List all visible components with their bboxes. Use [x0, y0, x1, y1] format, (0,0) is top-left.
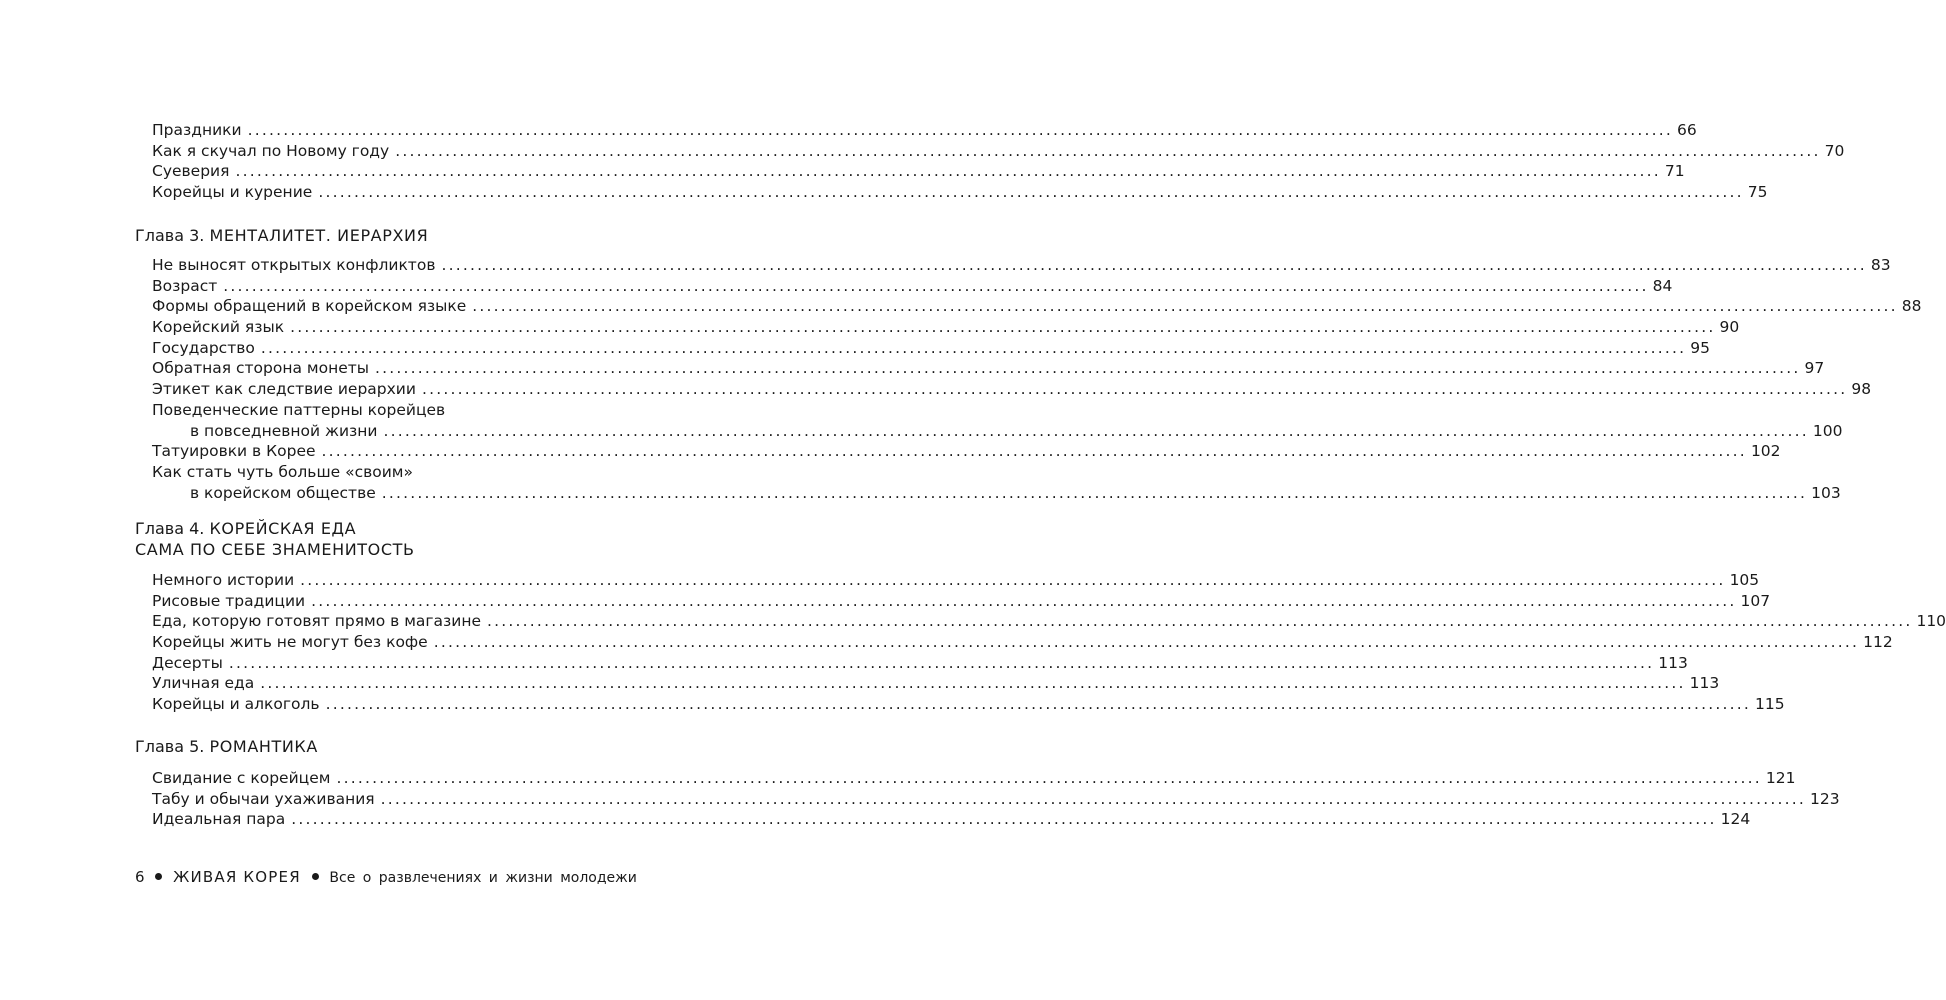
toc-entry-title: Поведенческие паттерны корейцев	[152, 400, 446, 419]
toc-entry-first-line[interactable]	[152, 462, 698, 483]
toc-entry-page: 97	[1804, 359, 1825, 378]
toc-entry-title: Рисовые традиции	[152, 591, 306, 610]
dot-leader: ........................................................................................................................................................................................................	[228, 653, 1655, 672]
toc-entry-title: Как я скучал по Новому году	[152, 141, 390, 160]
toc-entry[interactable]	[152, 441, 1781, 462]
chapter-label: Глава 3.	[135, 226, 205, 245]
dot-leader: ........................................................................................................................................................................................................	[247, 121, 1674, 139]
dot-leader: ........................................................................................................................................................................................................	[472, 297, 1898, 316]
bullet-icon	[155, 873, 162, 880]
toc-entry-title: Формы обращений в корейском языке	[152, 297, 467, 316]
dot-leader: ........................................................................................................................................................................................................	[311, 591, 1737, 610]
chapter-title-line-2: САМА ПО СЕБЕ ЗНАМЕНИТОСТЬ	[135, 540, 415, 559]
toc-entry-title: Татуировки в Корее	[152, 442, 316, 461]
chapter-heading-line-1	[135, 518, 415, 539]
dot-leader: ........................................................................................................................................................................................................	[290, 318, 1716, 337]
chapter-label: Глава 4.	[135, 519, 205, 538]
toc-entry[interactable]	[152, 694, 1785, 715]
toc-entry-page: 100	[1812, 421, 1843, 440]
dot-leader: ........................................................................................................................................................................................................	[395, 141, 1821, 160]
toc-entry[interactable]	[152, 182, 1768, 203]
toc-entry-title: Уличная еда	[152, 674, 255, 693]
toc-entry-page: 88	[1901, 297, 1922, 316]
dot-leader: ........................................................................................................................................................................................................	[383, 421, 1809, 440]
dot-leader: ........................................................................................................................................................................................................	[291, 810, 1717, 829]
toc-entry-page: 112	[1863, 633, 1893, 652]
toc-entry-title: Еда, которую готовят прямо в магазине	[152, 612, 482, 631]
running-footer	[135, 866, 637, 889]
toc-entry-title: Немного истории	[152, 571, 295, 589]
toc-entry[interactable]	[152, 358, 1825, 379]
toc-entry-title: Идеальная пара	[152, 810, 286, 829]
toc-entry-page: 113	[1689, 674, 1720, 693]
toc-entry[interactable]	[152, 379, 1872, 400]
toc-entry-page: 84	[1652, 276, 1673, 295]
dot-leader: ........................................................................................................................................................................................................	[260, 338, 1687, 357]
toc-entry-page: 70	[1824, 141, 1845, 160]
toc-entry-page: 98	[1851, 380, 1872, 399]
chapter-heading-3[interactable]	[135, 225, 428, 246]
dot-leader: ........................................................................................................................................................................................................	[380, 789, 1807, 808]
toc-entry-title: Как стать чуть больше «своим»	[152, 462, 413, 481]
toc-entry-page: 107	[1740, 591, 1771, 610]
toc-entry-page: 90	[1719, 318, 1740, 337]
chapter-heading-5[interactable]	[135, 736, 318, 757]
footer-page-number: 6	[135, 868, 145, 886]
toc-entry-title: Корейцы жить не могут без кофе	[152, 633, 428, 652]
dot-leader: ........................................................................................................................................................................................................	[223, 276, 1649, 295]
toc-entry[interactable]	[152, 673, 1720, 694]
toc-list-chapter-2-tail	[152, 120, 1845, 203]
dot-leader: ........................................................................................................................................................................................................	[325, 695, 1751, 714]
toc-entry-first-line[interactable]	[152, 400, 698, 421]
dot-leader: ........................................................................................................................................................................................................	[300, 571, 1726, 589]
toc-entry-title: Не выносят открытых конфликтов	[152, 256, 436, 274]
chapter-title: МЕНТАЛИТЕТ. ИЕРАРХИЯ	[209, 226, 429, 245]
dot-leader: ........................................................................................................................................................................................................	[381, 483, 1808, 502]
toc-entry-title-continuation: в повседневной жизни	[190, 421, 378, 440]
toc-entry[interactable]	[152, 255, 1891, 276]
toc-entry[interactable]	[152, 296, 1922, 317]
toc-entry-page: 113	[1658, 653, 1688, 672]
toc-entry-page: 83	[1870, 256, 1891, 274]
footer-subtitle: Все о развлечениях и жизни молодежи	[329, 870, 637, 886]
toc-entry-continuation[interactable]	[152, 483, 1841, 504]
dot-leader: ........................................................................................................................................................................................................	[487, 612, 1913, 631]
toc-list-chapter-3	[152, 255, 1922, 503]
toc-entry-title: Табу и обычаи ухаживания	[152, 789, 375, 808]
chapter-heading-4[interactable]	[135, 518, 415, 560]
dot-leader: ........................................................................................................................................................................................................	[433, 633, 1860, 652]
toc-entry-title-continuation: в корейском обществе	[190, 483, 376, 502]
toc-entry[interactable]	[152, 809, 1751, 830]
toc-entry-page: 123	[1810, 789, 1840, 808]
toc-entry-page: 102	[1750, 442, 1781, 461]
toc-entry-title: Государство	[152, 338, 255, 357]
toc-entry-page: 95	[1690, 338, 1710, 357]
dot-leader: ........................................................................................................................................................................................................	[441, 256, 1867, 274]
toc-entry-title: Суеверия	[152, 162, 230, 181]
toc-entry[interactable]	[152, 570, 1760, 591]
toc-entry-page: 121	[1765, 769, 1796, 787]
toc-entry-page: 105	[1729, 571, 1760, 589]
toc-entry[interactable]	[152, 653, 1688, 674]
toc-entry-title: Корейцы и курение	[152, 183, 313, 202]
toc-entry-title: Корейцы и алкоголь	[152, 695, 320, 714]
toc-entry[interactable]	[152, 632, 1893, 653]
dot-leader: ........................................................................................................................................................................................................	[260, 674, 1686, 693]
toc-entry-title: Этикет как следствие иерархии	[152, 380, 416, 399]
toc-entry[interactable]	[152, 789, 1840, 810]
dot-leader: ........................................................................................................................................................................................................	[321, 442, 1747, 461]
toc-entry-title: Обратная сторона монеты	[152, 359, 370, 378]
toc-list-chapter-5	[152, 768, 1840, 830]
dot-leader: ........................................................................................................................................................................................................	[318, 183, 1744, 202]
bullet-icon	[312, 873, 319, 880]
toc-entry[interactable]	[152, 276, 1673, 297]
dot-leader: ........................................................................................................................................................................................................	[235, 162, 1661, 181]
toc-entry-title: Возраст	[152, 276, 218, 295]
toc-entry-title: Корейский язык	[152, 318, 285, 337]
toc-entry-page: 66	[1677, 121, 1697, 139]
footer-series-title: ЖИВАЯ КОРЕЯ	[173, 868, 301, 886]
dot-leader: ........................................................................................................................................................................................................	[375, 359, 1801, 378]
chapter-title: РОМАНТИКА	[209, 737, 318, 756]
toc-entry[interactable]	[152, 768, 1796, 789]
toc-entry[interactable]	[152, 120, 1697, 141]
toc-entry-page: 103	[1811, 483, 1841, 502]
toc-entry-title: Свидание с корейцем	[152, 769, 331, 787]
chapter-title: КОРЕЙСКАЯ ЕДА	[209, 519, 357, 538]
toc-entry-page: 110	[1916, 612, 1946, 631]
toc-entry-page: 75	[1747, 183, 1768, 202]
toc-entry[interactable]	[152, 141, 1845, 162]
toc-entry-continuation[interactable]	[152, 421, 1843, 442]
toc-entry[interactable]	[152, 338, 1710, 359]
chapter-label: Глава 5.	[135, 737, 205, 756]
toc-entry[interactable]	[152, 591, 1771, 612]
toc-entry-title: Десерты	[152, 653, 223, 672]
toc-entry[interactable]	[152, 611, 1946, 632]
toc-entry-page: 115	[1754, 695, 1785, 714]
toc-entry-page: 71	[1664, 162, 1685, 181]
toc-list-chapter-4	[152, 570, 1946, 715]
toc-entry-page: 124	[1720, 810, 1751, 829]
toc-entry[interactable]	[152, 317, 1740, 338]
dot-leader: ........................................................................................................................................................................................................	[336, 769, 1762, 787]
toc-entry[interactable]	[152, 161, 1685, 182]
dot-leader: ........................................................................................................................................................................................................	[421, 380, 1848, 399]
toc-entry-title: Праздники	[152, 121, 242, 139]
